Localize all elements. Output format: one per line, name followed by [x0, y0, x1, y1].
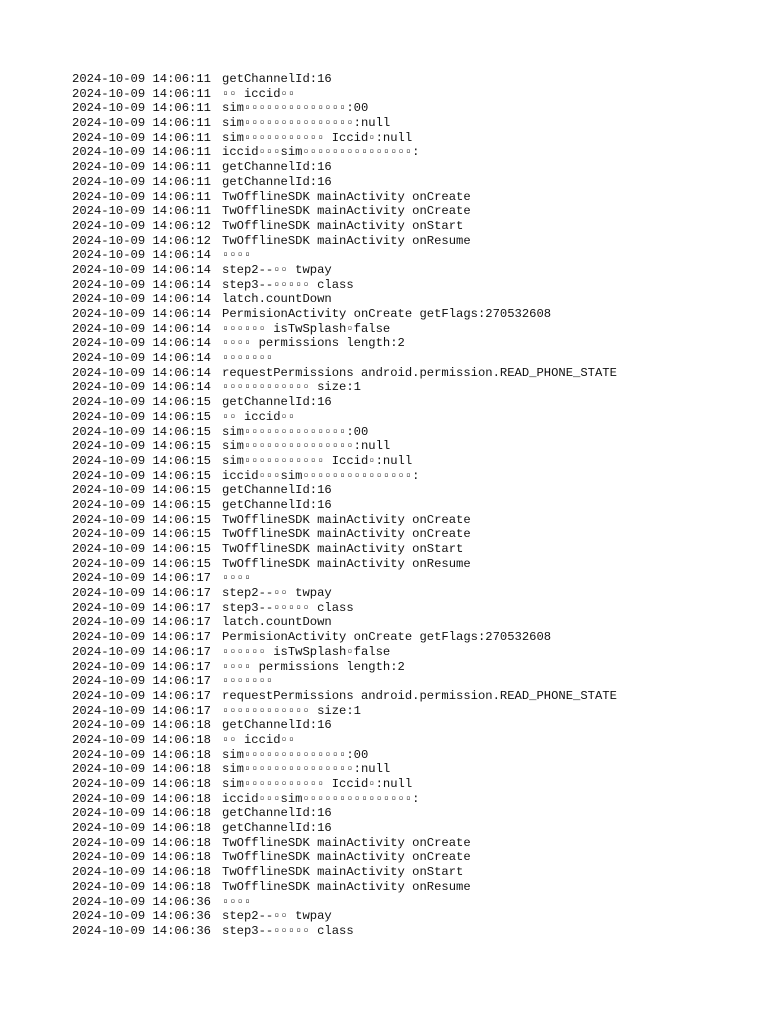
log-line [72, 307, 752, 322]
log-timestamp: 2024-10-09 14:06:14 [72, 336, 211, 351]
log-message: TwOfflineSDK mainActivity onResume [222, 879, 471, 894]
log-timestamp: 2024-10-09 14:06:15 [72, 527, 211, 542]
log-line [72, 87, 752, 102]
log-line [72, 336, 752, 351]
log-line [72, 777, 752, 792]
log-message: sim▫▫▫▫▫▫▫▫▫▫▫▫▫▫▫:null [222, 439, 391, 454]
log-message: ▫▫▫▫ [222, 248, 252, 263]
log-line [72, 792, 752, 807]
log-timestamp: 2024-10-09 14:06:14 [72, 262, 211, 277]
log-line [72, 821, 752, 836]
log-line [72, 483, 752, 498]
log-message: sim▫▫▫▫▫▫▫▫▫▫▫ Iccid▫:null [222, 453, 413, 468]
log-timestamp: 2024-10-09 14:06:14 [72, 351, 211, 366]
log-timestamp: 2024-10-09 14:06:15 [72, 395, 211, 410]
log-line [72, 513, 752, 528]
log-timestamp: 2024-10-09 14:06:15 [72, 439, 211, 454]
log-line [72, 131, 752, 146]
log-timestamp: 2024-10-09 14:06:17 [72, 630, 211, 645]
log-message: ▫▫▫▫▫▫▫ [222, 351, 274, 366]
log-line [72, 542, 752, 557]
log-line [72, 366, 752, 381]
log-timestamp: 2024-10-09 14:06:17 [72, 688, 211, 703]
log-timestamp: 2024-10-09 14:06:18 [72, 747, 211, 762]
log-line [72, 454, 752, 469]
log-message: getChannelId:16 [222, 174, 332, 189]
log-timestamp: 2024-10-09 14:06:15 [72, 483, 211, 498]
log-line [72, 145, 752, 160]
log-timestamp: 2024-10-09 14:06:14 [72, 248, 211, 263]
log-message: sim▫▫▫▫▫▫▫▫▫▫▫ Iccid▫:null [222, 777, 413, 791]
log-timestamp: 2024-10-09 14:06:17 [72, 571, 211, 586]
log-timestamp: 2024-10-09 14:06:15 [72, 468, 211, 483]
log-message: step2--▫▫ twpay [222, 262, 332, 277]
log-message: step2--▫▫ twpay [222, 586, 332, 601]
log-line [72, 836, 752, 851]
log-message: ▫▫▫▫▫▫▫▫▫▫▫▫ size:1 [222, 703, 361, 718]
log-timestamp: 2024-10-09 14:06:18 [72, 777, 211, 791]
log-message: ▫▫▫▫ permissions length:2 [222, 336, 405, 351]
log-timestamp: 2024-10-09 14:06:17 [72, 703, 211, 718]
log-message: TwOfflineSDK mainActivity onStart [222, 218, 464, 233]
log-timestamp: 2024-10-09 14:06:18 [72, 732, 211, 747]
log-timestamp: 2024-10-09 14:06:15 [72, 409, 211, 424]
log-message: ▫▫ iccid▫▫ [222, 732, 296, 747]
log-line [72, 278, 752, 293]
log-line [72, 689, 752, 704]
log-message: TwOfflineSDK mainActivity onCreate [222, 850, 471, 865]
log-message: getChannelId:16 [222, 497, 332, 512]
log-message: ▫▫▫▫▫▫ isTwSplash▫false [222, 644, 391, 659]
log-message: latch.countDown [222, 292, 332, 307]
log-line [72, 248, 752, 263]
log-message: iccid▫▫▫sim▫▫▫▫▫▫▫▫▫▫▫▫▫▫▫: [222, 791, 420, 806]
log-message: ▫▫▫▫▫▫ isTwSplash▫false [222, 321, 391, 336]
log-message: TwOfflineSDK mainActivity onCreate [222, 189, 471, 204]
log-line [72, 557, 752, 572]
log-line [72, 909, 752, 924]
log-timestamp: 2024-10-09 14:06:11 [72, 189, 211, 204]
log-message: ▫▫ iccid▫▫ [222, 86, 296, 101]
log-message: sim▫▫▫▫▫▫▫▫▫▫▫▫▫▫:00 [222, 424, 369, 439]
log-message: requestPermissions android.permission.READ_PHONE_STATE [222, 688, 617, 703]
log-message: TwOfflineSDK mainActivity onStart [222, 542, 464, 556]
log-message: iccid▫▫▫sim▫▫▫▫▫▫▫▫▫▫▫▫▫▫▫: [222, 145, 420, 160]
log-message: ▫▫▫▫ permissions length:2 [222, 659, 405, 674]
log-timestamp: 2024-10-09 14:06:11 [72, 101, 211, 116]
log-message: getChannelId:16 [222, 483, 332, 498]
log-line [72, 850, 752, 865]
log-line [72, 571, 752, 586]
log-timestamp: 2024-10-09 14:06:11 [72, 116, 211, 131]
log-message: TwOfflineSDK mainActivity onCreate [222, 512, 471, 527]
log-message: TwOfflineSDK mainActivity onCreate [222, 527, 471, 542]
log-line [72, 498, 752, 513]
log-line [72, 704, 752, 719]
log-message: getChannelId:16 [222, 72, 332, 86]
log-timestamp: 2024-10-09 14:06:18 [72, 865, 211, 880]
log-message: ▫▫▫▫ [222, 894, 252, 909]
log-timestamp: 2024-10-09 14:06:14 [72, 292, 211, 307]
log-line [72, 718, 752, 733]
log-line [72, 439, 752, 454]
log-timestamp: 2024-10-09 14:06:17 [72, 586, 211, 601]
log-line [72, 527, 752, 542]
log-message: ▫▫ iccid▫▫ [222, 409, 296, 424]
log-line [72, 674, 752, 689]
log-line [72, 425, 752, 440]
log-line [72, 615, 752, 630]
log-line [72, 234, 752, 249]
log-timestamp: 2024-10-09 14:06:17 [72, 644, 211, 659]
log-timestamp: 2024-10-09 14:06:15 [72, 542, 211, 556]
log-timestamp: 2024-10-09 14:06:17 [72, 615, 211, 630]
log-message: TwOfflineSDK mainActivity onResume [222, 556, 471, 571]
log-timestamp: 2024-10-09 14:06:17 [72, 674, 211, 689]
log-message: TwOfflineSDK mainActivity onResume [222, 233, 471, 248]
log-line [72, 469, 752, 484]
log-timestamp: 2024-10-09 14:06:18 [72, 762, 211, 777]
log-line [72, 380, 752, 395]
log-message: ▫▫▫▫▫▫▫ [222, 674, 274, 689]
log-timestamp: 2024-10-09 14:06:36 [72, 923, 211, 938]
log-line [72, 219, 752, 234]
log-timestamp: 2024-10-09 14:06:14 [72, 307, 211, 321]
log-timestamp: 2024-10-09 14:06:17 [72, 600, 211, 615]
log-line [72, 116, 752, 131]
log-timestamp: 2024-10-09 14:06:14 [72, 380, 211, 395]
log-message: getChannelId:16 [222, 395, 332, 410]
log-message: requestPermissions android.permission.READ_PHONE_STATE [222, 365, 617, 380]
log-line [72, 351, 752, 366]
log-timestamp: 2024-10-09 14:06:15 [72, 453, 211, 468]
log-timestamp: 2024-10-09 14:06:12 [72, 233, 211, 248]
log-timestamp: 2024-10-09 14:06:14 [72, 365, 211, 380]
log-timestamp: 2024-10-09 14:06:18 [72, 718, 211, 733]
log-timestamp: 2024-10-09 14:06:18 [72, 806, 211, 821]
log-timestamp: 2024-10-09 14:06:36 [72, 909, 211, 924]
log-message: ▫▫▫▫ [222, 571, 252, 586]
log-message: ▫▫▫▫▫▫▫▫▫▫▫▫ size:1 [222, 380, 361, 395]
log-timestamp: 2024-10-09 14:06:11 [72, 130, 211, 145]
log-message: sim▫▫▫▫▫▫▫▫▫▫▫▫▫▫:00 [222, 747, 369, 762]
log-message: latch.countDown [222, 615, 332, 630]
log-line [72, 160, 752, 175]
log-timestamp: 2024-10-09 14:06:11 [72, 204, 211, 219]
log-line [72, 322, 752, 337]
log-message: step3--▫▫▫▫▫ class [222, 923, 354, 938]
log-line [72, 410, 752, 425]
log-message: PermisionActivity onCreate getFlags:270532608 [222, 630, 552, 645]
log-timestamp: 2024-10-09 14:06:15 [72, 512, 211, 527]
log-timestamp: 2024-10-09 14:06:15 [72, 424, 211, 439]
log-timestamp: 2024-10-09 14:06:18 [72, 791, 211, 806]
log-line [72, 748, 752, 763]
log-line [72, 762, 752, 777]
log-message: sim▫▫▫▫▫▫▫▫▫▫▫▫▫▫▫:null [222, 116, 391, 131]
log-timestamp: 2024-10-09 14:06:14 [72, 321, 211, 336]
log-timestamp: 2024-10-09 14:06:11 [72, 72, 211, 86]
log-message: iccid▫▫▫sim▫▫▫▫▫▫▫▫▫▫▫▫▫▫▫: [222, 468, 420, 483]
log-line [72, 630, 752, 645]
log-timestamp: 2024-10-09 14:06:17 [72, 659, 211, 674]
log-line [72, 72, 752, 87]
log-message: sim▫▫▫▫▫▫▫▫▫▫▫ Iccid▫:null [222, 130, 413, 145]
log-line [72, 733, 752, 748]
log-timestamp: 2024-10-09 14:06:11 [72, 86, 211, 101]
log-line [72, 101, 752, 116]
log-timestamp: 2024-10-09 14:06:11 [72, 145, 211, 160]
log-timestamp: 2024-10-09 14:06:15 [72, 497, 211, 512]
log-message: TwOfflineSDK mainActivity onCreate [222, 835, 471, 850]
log-line [72, 924, 752, 939]
log-line [72, 806, 752, 821]
log-listing [72, 72, 752, 939]
log-line [72, 645, 752, 660]
log-message: step3--▫▫▫▫▫ class [222, 600, 354, 615]
log-message: TwOfflineSDK mainActivity onStart [222, 865, 464, 880]
log-line [72, 865, 752, 880]
log-line [72, 895, 752, 910]
log-message: getChannelId:16 [222, 821, 332, 836]
log-timestamp: 2024-10-09 14:06:11 [72, 160, 211, 175]
log-line [72, 586, 752, 601]
log-message: PermisionActivity onCreate getFlags:270532608 [222, 307, 552, 321]
log-timestamp: 2024-10-09 14:06:36 [72, 894, 211, 909]
log-line [72, 880, 752, 895]
log-timestamp: 2024-10-09 14:06:14 [72, 277, 211, 292]
log-message: step3--▫▫▫▫▫ class [222, 277, 354, 292]
log-message: getChannelId:16 [222, 160, 332, 175]
log-timestamp: 2024-10-09 14:06:12 [72, 218, 211, 233]
log-message: getChannelId:16 [222, 718, 332, 733]
log-timestamp: 2024-10-09 14:06:11 [72, 174, 211, 189]
log-line [72, 263, 752, 278]
log-message: sim▫▫▫▫▫▫▫▫▫▫▫▫▫▫:00 [222, 101, 369, 116]
log-message: TwOfflineSDK mainActivity onCreate [222, 204, 471, 219]
log-timestamp: 2024-10-09 14:06:18 [72, 835, 211, 850]
log-line [72, 660, 752, 675]
log-line [72, 601, 752, 616]
log-line [72, 395, 752, 410]
log-timestamp: 2024-10-09 14:06:15 [72, 556, 211, 571]
log-timestamp: 2024-10-09 14:06:18 [72, 879, 211, 894]
log-message: sim▫▫▫▫▫▫▫▫▫▫▫▫▫▫▫:null [222, 762, 391, 777]
log-message: getChannelId:16 [222, 806, 332, 821]
log-line [72, 175, 752, 190]
log-timestamp: 2024-10-09 14:06:18 [72, 850, 211, 865]
log-line [72, 292, 752, 307]
log-message: step2--▫▫ twpay [222, 909, 332, 924]
log-line [72, 204, 752, 219]
log-timestamp: 2024-10-09 14:06:18 [72, 821, 211, 836]
log-line [72, 190, 752, 205]
